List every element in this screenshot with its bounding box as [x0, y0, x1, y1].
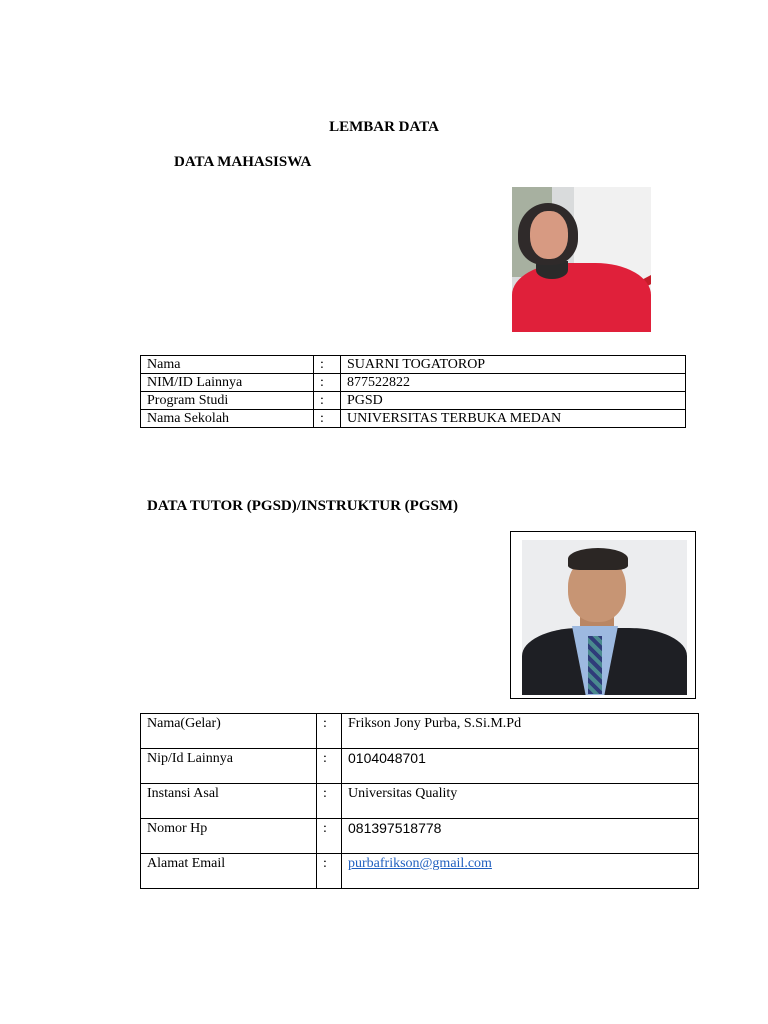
student-section-heading: DATA MAHASISWA	[174, 154, 312, 170]
student-photo	[512, 187, 651, 332]
row-value: UNIVERSITAS TERBUKA MEDAN	[341, 410, 686, 428]
table-row	[141, 714, 699, 749]
row-separator: :	[317, 749, 342, 784]
row-value: 0104048701	[342, 749, 699, 784]
row-separator: :	[317, 854, 342, 889]
row-value: Universitas Quality	[342, 784, 699, 819]
table-row	[141, 356, 686, 374]
tutor-data-table	[140, 713, 699, 889]
table-row	[141, 819, 699, 854]
page-title: LEMBAR DATA	[329, 119, 439, 135]
table-row	[141, 374, 686, 392]
table-row	[141, 784, 699, 819]
row-value: 877522822	[341, 374, 686, 392]
tutor-section-heading: DATA TUTOR (PGSD)/INSTRUKTUR (PGSM)	[147, 498, 459, 514]
row-separator: :	[314, 374, 341, 392]
row-separator: :	[314, 392, 341, 410]
row-label: Nomor Hp	[141, 819, 317, 854]
row-value: Frikson Jony Purba, S.Si.M.Pd	[342, 714, 699, 749]
row-label: Nama Sekolah	[141, 410, 314, 428]
row-label: Program Studi	[141, 392, 314, 410]
row-value: PGSD	[341, 392, 686, 410]
row-label: NIM/ID Lainnya	[141, 374, 314, 392]
row-separator: :	[317, 784, 342, 819]
row-separator: :	[314, 410, 341, 428]
row-value	[342, 854, 699, 889]
table-row	[141, 392, 686, 410]
email-link[interactable]: purbafrikson@gmail.com	[348, 856, 492, 871]
tutor-photo	[510, 531, 696, 699]
row-label: Nip/Id Lainnya	[141, 749, 317, 784]
row-value: SUARNI TOGATOROP	[341, 356, 686, 374]
row-label: Instansi Asal	[141, 784, 317, 819]
table-row	[141, 749, 699, 784]
row-label: Alamat Email	[141, 854, 317, 889]
student-data-table	[140, 355, 686, 428]
row-separator: :	[314, 356, 341, 374]
row-label: Nama(Gelar)	[141, 714, 317, 749]
row-label: Nama	[141, 356, 314, 374]
row-separator: :	[317, 819, 342, 854]
table-row	[141, 410, 686, 428]
table-row	[141, 854, 699, 889]
row-separator: :	[317, 714, 342, 749]
row-value: 081397518778	[342, 819, 699, 854]
